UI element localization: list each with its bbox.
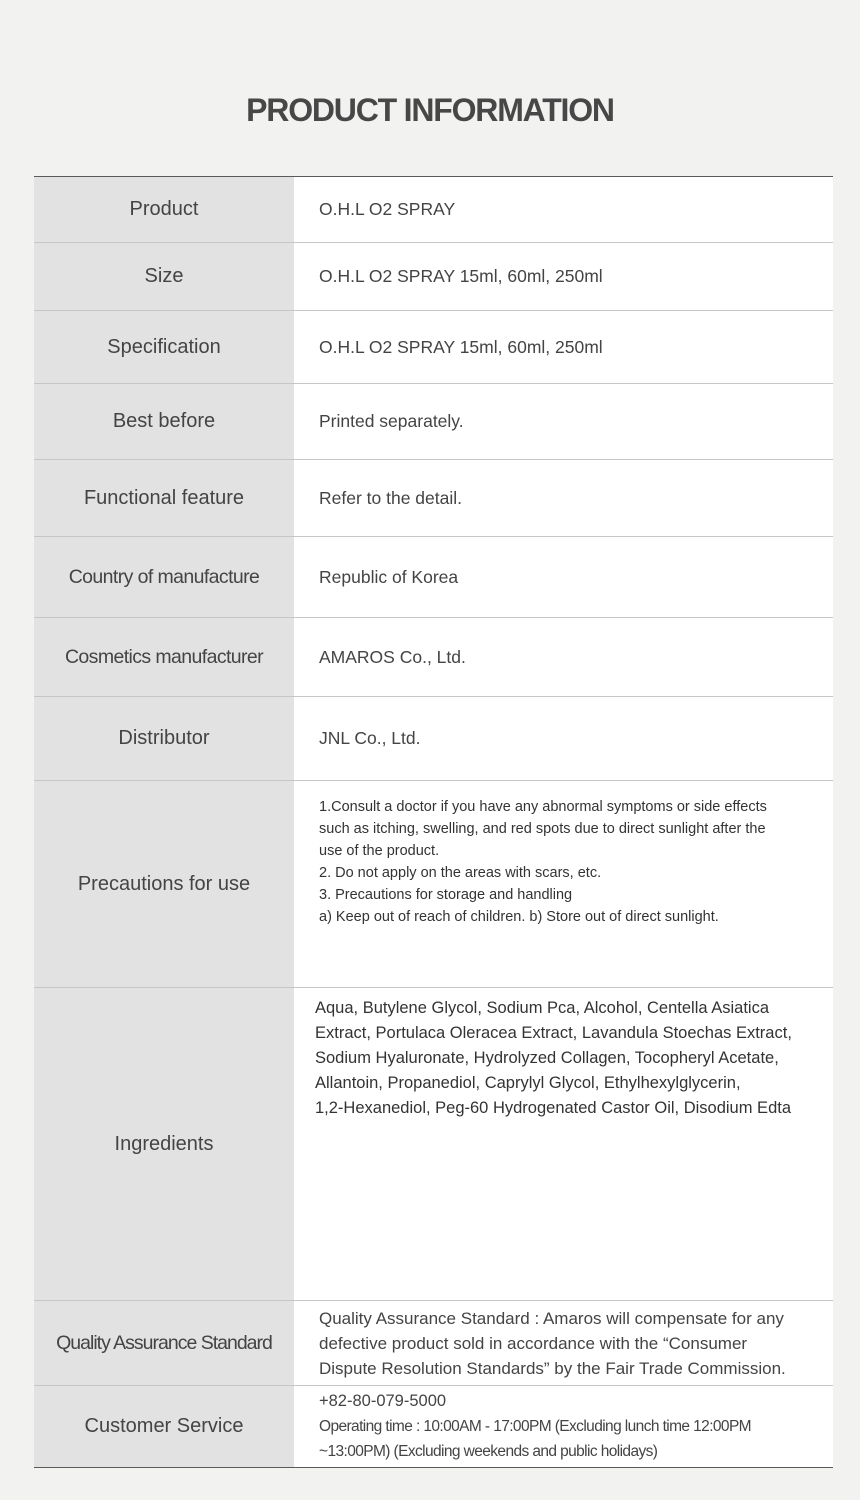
text-line: Aqua, Butylene Glycol, Sodium Pca, Alcohol, Centella Asiatica (315, 999, 769, 1017)
text-line: use of the product. (319, 843, 440, 859)
row-value: Republic of Korea (294, 537, 833, 617)
table-row-specification (34, 311, 833, 384)
table-row-distributor (34, 697, 833, 781)
text-line: a) Keep out of reach of children. b) Store out of direct sunlight. (319, 909, 719, 925)
table-row-manufacturer (34, 618, 833, 697)
row-value: O.H.L O2 SPRAY 15ml, 60ml, 250ml (294, 311, 833, 383)
row-value: Refer to the detail. (294, 460, 833, 536)
text-line: Sodium Hyaluronate, Hydrolyzed Collagen, Tocopheryl Acetate, (315, 1049, 779, 1067)
row-label: Customer Service (34, 1386, 294, 1467)
row-label: Cosmetics manufacturer (34, 618, 294, 696)
text-line: 2. Do not apply on the areas with scars, etc. (319, 865, 602, 881)
row-value: O.H.L O2 SPRAY 15ml, 60ml, 250ml (294, 243, 833, 310)
row-value: O.H.L O2 SPRAY (294, 177, 833, 242)
customer-service-text (294, 1386, 833, 1467)
row-label: Distributor (34, 697, 294, 780)
table-row-functional-feature (34, 460, 833, 537)
row-label: Size (34, 243, 294, 310)
table-row-ingredients (34, 988, 833, 1301)
row-value: AMAROS Co., Ltd. (294, 618, 833, 696)
row-label: Precautions for use (34, 781, 294, 987)
text-line: defective product sold in accordance with the “Consumer (319, 1333, 748, 1353)
text-line: ~13:00PM) (Excluding weekends and public holidays) (319, 1443, 658, 1460)
page-title: PRODUCT INFORMATION (246, 92, 614, 128)
table-row-quality-assurance (34, 1301, 833, 1386)
text-line: Extract, Portulaca Oleracea Extract, Lavandula Stoechas Extract, (315, 1024, 792, 1042)
table-row-size (34, 243, 833, 311)
text-line: Quality Assurance Standard : Amaros will compensate for any (319, 1308, 784, 1328)
text-line: such as itching, swelling, and red spots due to direct sunlight after the (319, 821, 766, 837)
row-label: Country of manufacture (34, 537, 294, 617)
row-value: JNL Co., Ltd. (294, 697, 833, 780)
precautions-text (294, 781, 833, 987)
row-label: Product (34, 177, 294, 242)
ingredients-text (294, 988, 833, 1300)
table-row-best-before (34, 384, 833, 460)
table-row-precautions (34, 781, 833, 988)
text-line: 1,2-Hexanediol, Peg-60 Hydrogenated Castor Oil, Disodium Edta (315, 1099, 792, 1117)
table-row-product (34, 177, 833, 243)
product-info-table (34, 176, 833, 1468)
table-row-country (34, 537, 833, 618)
text-line: 3. Precautions for storage and handling (319, 887, 573, 903)
row-label: Quality Assurance Standard (34, 1301, 294, 1385)
row-label: Specification (34, 311, 294, 383)
phone-number: +82-80-079-5000 (319, 1392, 447, 1410)
table-row-customer-service (34, 1386, 833, 1467)
text-line: Operating time : 10:00AM - 17:00PM (Excluding lunch time 12:00PM (319, 1418, 751, 1435)
text-line: 1.Consult a doctor if you have any abnormal symptoms or side effects (319, 799, 767, 815)
row-label: Ingredients (34, 988, 294, 1300)
row-label: Best before (34, 384, 294, 459)
quality-text (294, 1301, 833, 1385)
row-label: Functional feature (34, 460, 294, 536)
text-line: Allantoin, Propanediol, Caprylyl Glycol, Ethylhexylglycerin, (315, 1074, 741, 1092)
text-line: Dispute Resolution Standards” by the Fair Trade Commission. (319, 1358, 786, 1378)
row-value: Printed separately. (294, 384, 833, 459)
